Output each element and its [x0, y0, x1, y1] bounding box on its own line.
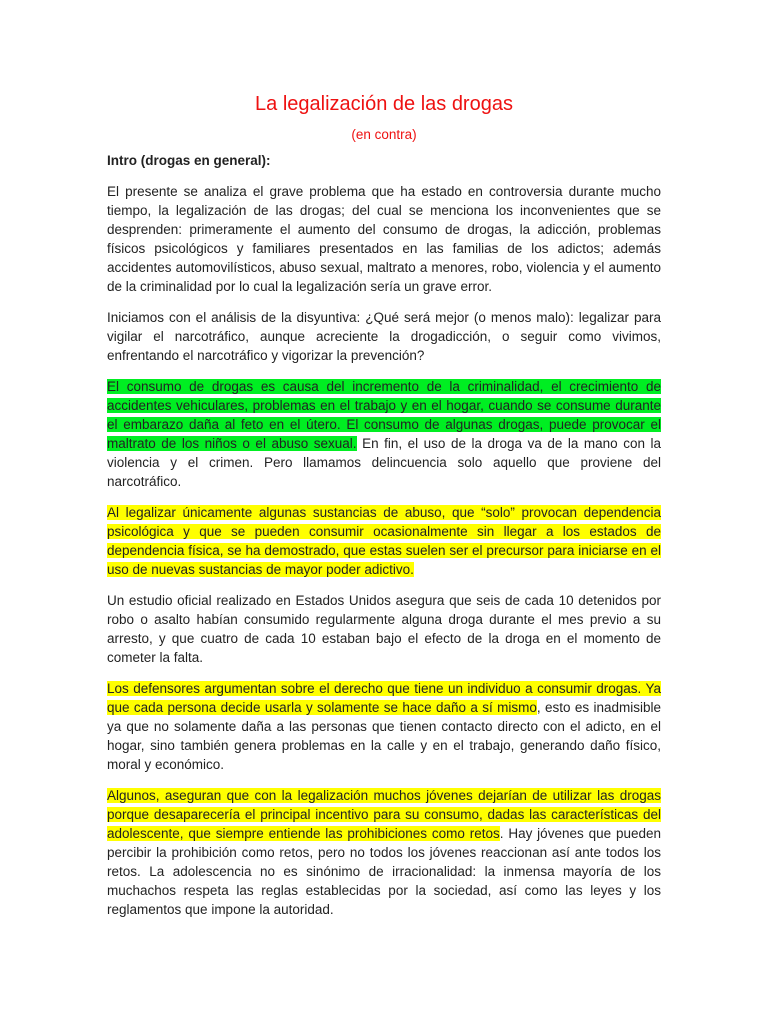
- paragraph-jovenes: [107, 786, 661, 919]
- paragraph-disyuntiva: [107, 308, 661, 365]
- document-subtitle: (en contra): [351, 127, 417, 142]
- highlighted-text-yellow: Al legalizar únicamente algunas sustancias de abuso, que “solo” provocan dependencia psicológica y que se pueden consumir ocasionalmente sin llegar a los estados de dependencia física, se ha demostrado, que estas suelen ser el precursor para iniciarse en el uso de nuevas sustancias de mayor poder adictivo.: [107, 505, 661, 577]
- paragraph-text: . Hay jóvenes que pueden percibir la prohibición como retos, pero no todos los jóvenes reaccionan así ante todos los retos. La adolescencia no es sinónimo de irracionalidad: la inmensa mayoría de los muchachos respeta las reglas establecidas por la sociedad, así como las leyes y los reglamentos que impone la autoridad.: [107, 826, 661, 917]
- paragraph-legalizar: [107, 503, 661, 579]
- highlighted-text-yellow: Los defensores argumentan sobre el derecho que tiene un individuo a consumir drogas. Ya que cada persona decide usarla y solamente se hace daño a sí mismo: [107, 681, 661, 715]
- paragraph-text: Un estudio oficial realizado en Estados Unidos asegura que seis de cada 10 detenidos por robo o asalto habían consumido regularmente alguna droga durante el mes previo a su arresto, y que cuatro de cada 10 estaban bajo el efecto de la droga en el momento de cometer la falta.: [107, 593, 661, 665]
- section-heading: Intro (drogas en general):: [107, 153, 271, 168]
- highlighted-text-green: El consumo de drogas es causa del incremento de la criminalidad, el crecimiento de accidentes vehiculares, problemas en el trabajo y en el hogar, cuando se consume durante el embarazo daña al feto en el útero. El consumo de algunas drogas, puede provocar el maltrato de los niños o el abuso sexual.: [107, 379, 661, 451]
- paragraph-intro: [107, 182, 661, 296]
- paragraph-estudio: [107, 591, 661, 667]
- paragraph-text: , esto es inadmisible ya que no solamente daña a las personas que tienen contacto directo con el adicto, en el hogar, sino también genera problemas en la calle y en el trabajo, generando daño físico, moral y económico.: [107, 700, 661, 772]
- paragraph-text: El presente se analiza el grave problema que ha estado en controversia durante mucho tiempo, la legalización de las drogas; del cual se menciona los inconvenientes que se desprenden: primeramente el aumento del consumo de drogas, la adicción, problemas físicos psicológicos y familiares presentados en las familias de los adictos; además accidentes automovilísticos, abuso sexual, maltrato a menores, robo, violencia y el aumento de la criminalidad por lo cual la legalización sería un grave error.: [107, 184, 661, 294]
- paragraph-consumo: [107, 377, 661, 491]
- highlighted-text-yellow: Algunos, aseguran que con la legalización muchos jóvenes dejarían de utilizar las drogas porque desaparecería el principal incentivo para su consumo, dadas las características del adolescente, que siempre entiende las prohibiciones como retos: [107, 788, 661, 841]
- paragraph-text: En fin, el uso de la droga va de la mano con la violencia y el crimen. Pero llamamos delincuencia solo aquello que proviene del narcotráfico.: [107, 436, 662, 489]
- document-title: La legalización de las drogas: [255, 93, 513, 115]
- paragraph-defensores: [107, 679, 661, 774]
- paragraph-text: Iniciamos con el análisis de la disyuntiva: ¿Qué será mejor (o menos malo): legalizar para vigilar el narcotráfico, aunque acreciente la drogadicción, o seguir como vivimos, enfrentando el narcotráfico y vigorizar la prevención?: [107, 310, 661, 363]
